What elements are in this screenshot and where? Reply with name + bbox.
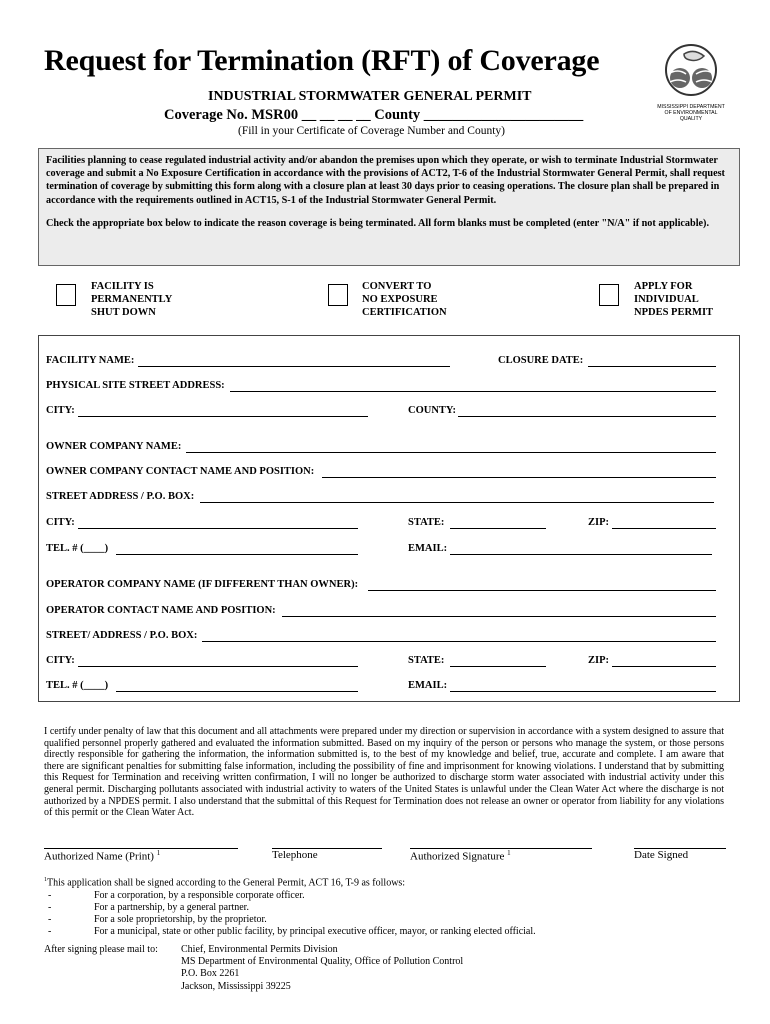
mdeq-emblem-icon (656, 44, 726, 100)
permit-name: INDUSTRIAL STORMWATER GENERAL PERMIT (208, 89, 532, 104)
operator-tel-label: TEL. # (____) (46, 680, 109, 691)
owner-contact-field[interactable] (322, 477, 716, 478)
owner-street-label: STREET ADDRESS / P.O. BOX: (46, 491, 195, 502)
operator-zip-label: ZIP: (588, 655, 609, 666)
instructions-paragraph: Facilities planning to cease regulated industrial activity and/or abandon the premises upon which they operate, or wish to terminate Industrial Stormwater coverage and submit a No Exposure Certification in accordance with the provisions of ACT2, T-6 of the Industrial Stormwater General Permit, shall request termination of coverage by submitting this form along with a closure plan at least 30 days prior to ceasing operations. The closure plan shall be prepared in accordance with the requirements outlined in ACT15, S-1 of the Industrial Stormwater General Permit. (46, 155, 725, 206)
instructions-paragraph: Check the appropriate box below to indicate the reason coverage is being terminated. All form blanks must be completed (enter "N/A" if not applicable). (46, 217, 709, 229)
reason-label-line: APPLY FOR (634, 281, 693, 292)
footnote-intro-line (44, 874, 536, 890)
footnote-item: - For a partnership, by a general partner. (48, 901, 249, 913)
owner-tel-label: TEL. # (____) (46, 543, 109, 554)
operator-company-field[interactable] (368, 590, 716, 591)
facility-name-field[interactable] (138, 366, 450, 367)
owner-city-field[interactable] (78, 528, 358, 529)
checkbox-facility-shut-down[interactable] (56, 284, 76, 306)
checkbox-no-exposure[interactable] (328, 284, 348, 306)
owner-company-field[interactable] (186, 452, 716, 453)
reason-label-no-exposure (362, 280, 447, 319)
owner-contact-label: OWNER COMPANY CONTACT NAME AND POSITION: (46, 466, 315, 477)
site-address-field[interactable] (230, 391, 716, 392)
reason-label-line: NPDES PERMIT (634, 307, 714, 318)
mdeq-logo-caption: MISSISSIPPI DEPARTMENT OF ENVIRONMENTAL QUALITY (657, 104, 725, 122)
owner-city-label: CITY: (46, 517, 75, 528)
reason-label-line: PERMANENTLY (91, 294, 173, 305)
mailing-address-line: Chief, Environmental Permits Division (181, 944, 338, 955)
operator-street-field[interactable] (202, 641, 716, 642)
telephone-caption: Telephone (272, 849, 318, 861)
footnote-item: - For a sole proprietorship, by the proprietor. (48, 913, 267, 925)
operator-state-field[interactable] (450, 666, 546, 667)
reason-label-shut-down (91, 280, 172, 319)
reason-label-line: INDIVIDUAL (634, 294, 699, 305)
owner-zip-label: ZIP: (588, 517, 609, 528)
coverage-fill-note: (Fill in your Certificate of Coverage Number and County) (238, 125, 505, 137)
closure-date-field[interactable] (588, 366, 716, 367)
owner-email-field[interactable] (450, 554, 712, 555)
reason-label-line: NO EXPOSURE (362, 294, 438, 305)
operator-zip-field[interactable] (612, 666, 716, 667)
operator-contact-field[interactable] (282, 616, 716, 617)
footnote-item-text: For a municipal, state or other public facility, by principal executive officer, mayor, or ranking elected official. (94, 926, 536, 938)
operator-city-label: CITY: (46, 655, 75, 666)
owner-company-label: OWNER COMPANY NAME: (46, 441, 182, 452)
footnote-marker: 1 (44, 877, 47, 883)
reason-label-line: SHUT DOWN (91, 307, 156, 318)
operator-city-field[interactable] (78, 666, 358, 667)
mailing-address (181, 944, 463, 993)
reason-label-npdes (634, 280, 713, 319)
footnote-item-text: For a sole proprietorship, by the proprietor. (94, 913, 267, 925)
authorized-signature-text: Authorized Signature (410, 850, 505, 863)
footnote (44, 874, 536, 938)
reason-label-line: CONVERT TO (362, 281, 432, 292)
operator-email-field[interactable] (450, 691, 716, 692)
site-city-label: CITY: (46, 405, 75, 416)
checkbox-npdes-permit[interactable] (599, 284, 619, 306)
operator-tel-field[interactable] (116, 691, 358, 692)
mailing-label: After signing please mail to: (44, 944, 158, 955)
operator-street-label: STREET/ ADDRESS / P.O. BOX: (46, 630, 198, 641)
footnote-ref: 1 (156, 849, 161, 857)
certification-statement: I certify under penalty of law that this document and all attachments were prepared under my direction or supervision in accordance with a system designed to assure that qualified personnel properly gathered and evaluated the information submitted. Based on my inquiry of the person or persons who manage the system, or those persons directly responsible for gathering the information, the information submitted is, to the best of my knowledge and belief, true, accurate and complete. I am aware that there are significant penalties for submitting false information, including the possibility of fine and imprisonment for knowing violations. I understand that by submitting this Request for Termination and receiving written confirmation, I will no longer be authorized to discharge storm water associated with industrial activity under this general permit. Discharging pollutants associated with industrial activity to waters of the United States is unlawful under the Clean Water Act where the discharge is not authorized by a NPDES permit. I also understand that the submittal of this Request for Termination does not release an owner or operator from liability for any violations of this permit or the Clean Water Act. (44, 726, 724, 819)
reason-label-line: FACILITY IS (91, 281, 154, 292)
authorized-name-caption (44, 849, 160, 863)
date-signed-caption: Date Signed (634, 849, 689, 861)
county-label: COUNTY: (408, 405, 457, 416)
mailing-address-line: MS Department of Environmental Quality, Office of Pollution Control (181, 956, 464, 968)
footnote-item: - For a municipal, state or other public facility, by principal executive officer, mayor, or ranking elected official. (48, 926, 536, 938)
mdeq-logo (656, 44, 726, 122)
owner-email-label: EMAIL: (408, 543, 448, 554)
county-field[interactable] (458, 416, 716, 417)
mailing-address-line: Jackson, Mississippi 39225 (181, 980, 291, 992)
authorized-signature-caption (410, 849, 511, 863)
closure-date-label: CLOSURE DATE: (498, 355, 584, 366)
owner-zip-field[interactable] (612, 528, 716, 529)
footnote-item-text: For a partnership, by a general partner. (94, 901, 249, 913)
footnote-ref: 1 (507, 849, 511, 857)
footnote-item-text: For a corporation, by a responsible corporate officer. (94, 889, 305, 901)
footnote-intro: This application shall be signed according to the General Permit, ACT 16, T-9 as follows: (47, 877, 406, 889)
operator-state-label: STATE: (408, 655, 445, 666)
reason-label-line: CERTIFICATION (362, 307, 447, 318)
owner-state-field[interactable] (450, 528, 546, 529)
mailing-address-line: P.O. Box 2261 (181, 968, 240, 980)
operator-email-label: EMAIL: (408, 680, 448, 691)
owner-tel-field[interactable] (116, 554, 358, 555)
page-title: Request for Termination (RFT) of Coverage (44, 44, 600, 77)
instructions-box (38, 148, 740, 266)
owner-state-label: STATE: (408, 517, 445, 528)
operator-company-label: OPERATOR COMPANY NAME (IF DIFFERENT THAN OWNER): (46, 579, 359, 590)
site-city-field[interactable] (78, 416, 368, 417)
facility-name-label: FACILITY NAME: (46, 355, 135, 366)
owner-street-field[interactable] (200, 502, 714, 503)
authorized-name-text: Authorized Name (Print) (44, 850, 154, 863)
site-address-label: PHYSICAL SITE STREET ADDRESS: (46, 380, 225, 391)
operator-contact-label: OPERATOR CONTACT NAME AND POSITION: (46, 605, 276, 616)
footnote-item: - For a corporation, by a responsible corporate officer. (48, 889, 305, 901)
coverage-number-line[interactable]: Coverage No. MSR00 __ __ __ __ County ______________________ (164, 107, 584, 123)
